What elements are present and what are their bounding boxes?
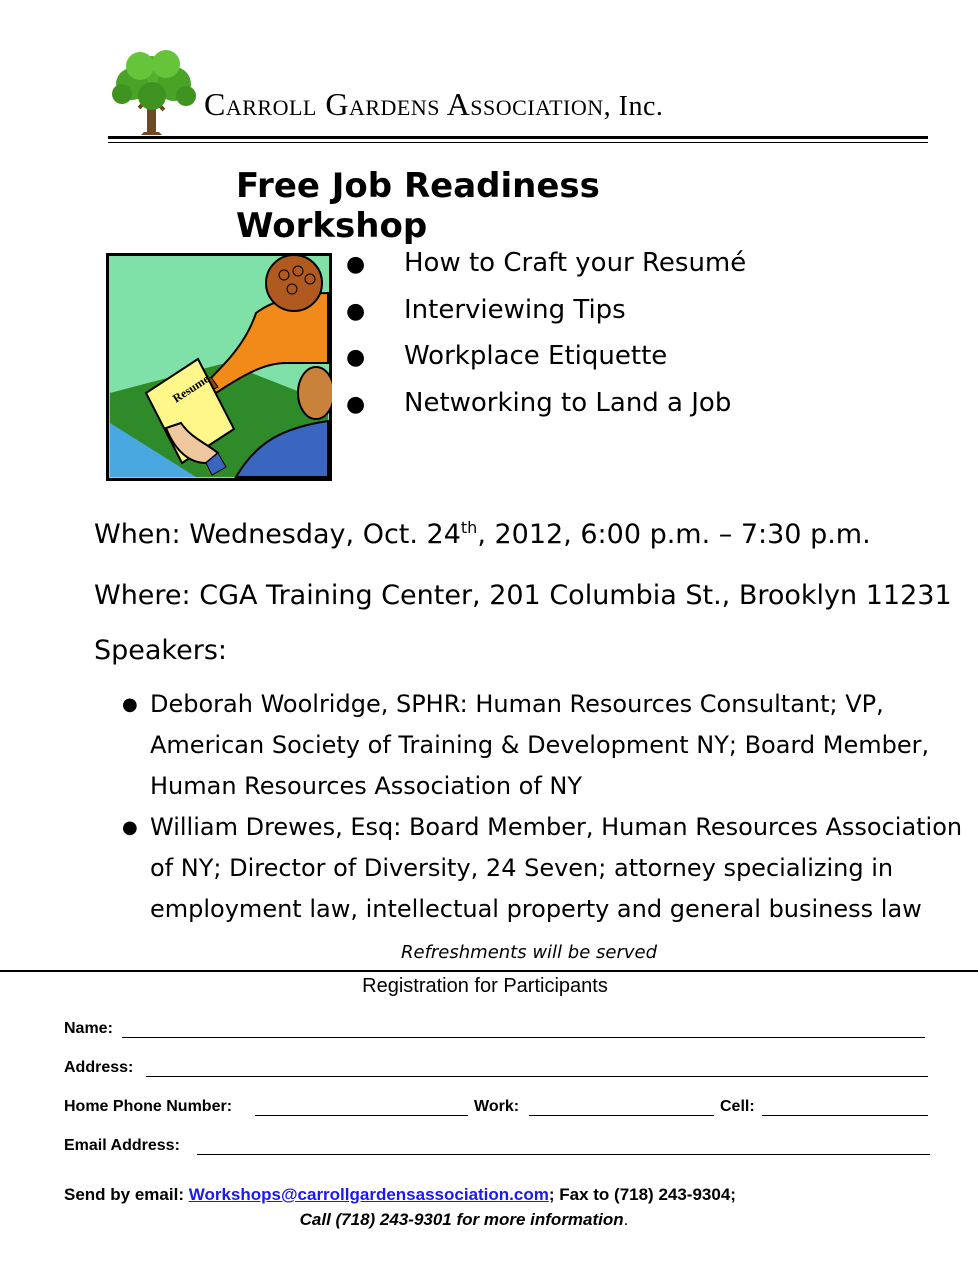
- page-title-text: Free Job Readiness Workshop: [236, 166, 600, 246]
- call-period: .: [623, 1210, 629, 1229]
- work-phone-label: Work:: [474, 1098, 520, 1115]
- refreshments-note: Refreshments will be served: [400, 942, 658, 963]
- event-when-suffix: , 2012, 6:00 p.m. – 7:30 p.m.: [477, 519, 871, 550]
- speaker-item: [150, 807, 970, 930]
- bullet-icon: ●: [122, 817, 138, 838]
- event-when-sup: th: [460, 518, 478, 537]
- speaker-line: Deborah Woolridge, SPHR: Human Resources Consultant; VP,: [150, 690, 884, 718]
- name-field[interactable]: [122, 1036, 925, 1038]
- speaker-line: of NY; Director of Diversity, 24 Seven; attorney specializing in: [150, 854, 894, 882]
- header-rule-thin: [108, 142, 928, 143]
- cell-phone-field[interactable]: [762, 1114, 928, 1116]
- email-link[interactable]: Workshops@carrollgardensassociation.com: [188, 1185, 549, 1204]
- home-phone-field[interactable]: [255, 1114, 468, 1116]
- work-phone-field[interactable]: [529, 1114, 714, 1116]
- registration-title: [0, 975, 978, 998]
- organization-name: [204, 86, 924, 123]
- organization-name-main: Carroll Gardens Association: [204, 86, 604, 122]
- email-label: Email Address:: [64, 1137, 180, 1154]
- clipart-label: Resume: [170, 371, 212, 406]
- event-when-prefix: When: Wednesday, Oct. 24: [94, 519, 461, 550]
- cell-phone-label: Cell:: [720, 1098, 755, 1115]
- speaker-line: William Drewes, Esq: Board Member, Human Resources Association: [150, 813, 963, 841]
- topic-item: [346, 388, 731, 418]
- bullet-icon: ●: [346, 252, 366, 277]
- send-prefix: Send by email:: [64, 1185, 189, 1204]
- topic-text: How to Craft your Resumé: [404, 248, 747, 278]
- call-text: Call (718) 243-9301 for more information: [299, 1210, 624, 1229]
- speaker-line: American Society of Training & Development NY; Board Member,: [150, 731, 930, 759]
- bullet-icon: ●: [122, 694, 138, 715]
- speaker-item: [150, 684, 970, 807]
- name-label: Name:: [64, 1020, 113, 1037]
- topic-item: [346, 248, 746, 278]
- address-field[interactable]: [146, 1075, 928, 1077]
- registration-title-text: Registration for Participants: [362, 975, 608, 997]
- send-suffix: ; Fax to (718) 243-9304;: [548, 1185, 736, 1204]
- registration-divider: [0, 970, 978, 972]
- bullet-icon: ●: [346, 392, 366, 417]
- topic-text: Interviewing Tips: [404, 295, 626, 325]
- topic-item: [346, 341, 667, 371]
- home-phone-label: Home Phone Number:: [64, 1098, 233, 1115]
- header-rule-thick: [108, 136, 928, 139]
- tree-logo-icon: [104, 48, 204, 138]
- topic-text: Networking to Land a Job: [404, 388, 732, 418]
- speaker-line: employment law, intellectual property and general business law: [150, 895, 922, 923]
- resume-handoff-clipart: [106, 253, 332, 481]
- speakers-heading: Speakers:: [94, 635, 227, 666]
- send-instructions: [64, 1185, 736, 1205]
- event-where: Where: CGA Training Center, 201 Columbia St., Brooklyn 11231: [94, 580, 952, 611]
- topic-item: [346, 295, 626, 325]
- speaker-line: Human Resources Association of NY: [150, 772, 583, 800]
- bullet-icon: ●: [346, 299, 366, 324]
- email-field[interactable]: [197, 1153, 930, 1155]
- topic-text: Workplace Etiquette: [404, 341, 668, 371]
- bullet-icon: ●: [346, 345, 366, 370]
- address-label: Address:: [64, 1059, 134, 1076]
- organization-name-suffix: , Inc.: [603, 91, 664, 122]
- call-instructions: [0, 1210, 978, 1230]
- event-when: [94, 518, 871, 550]
